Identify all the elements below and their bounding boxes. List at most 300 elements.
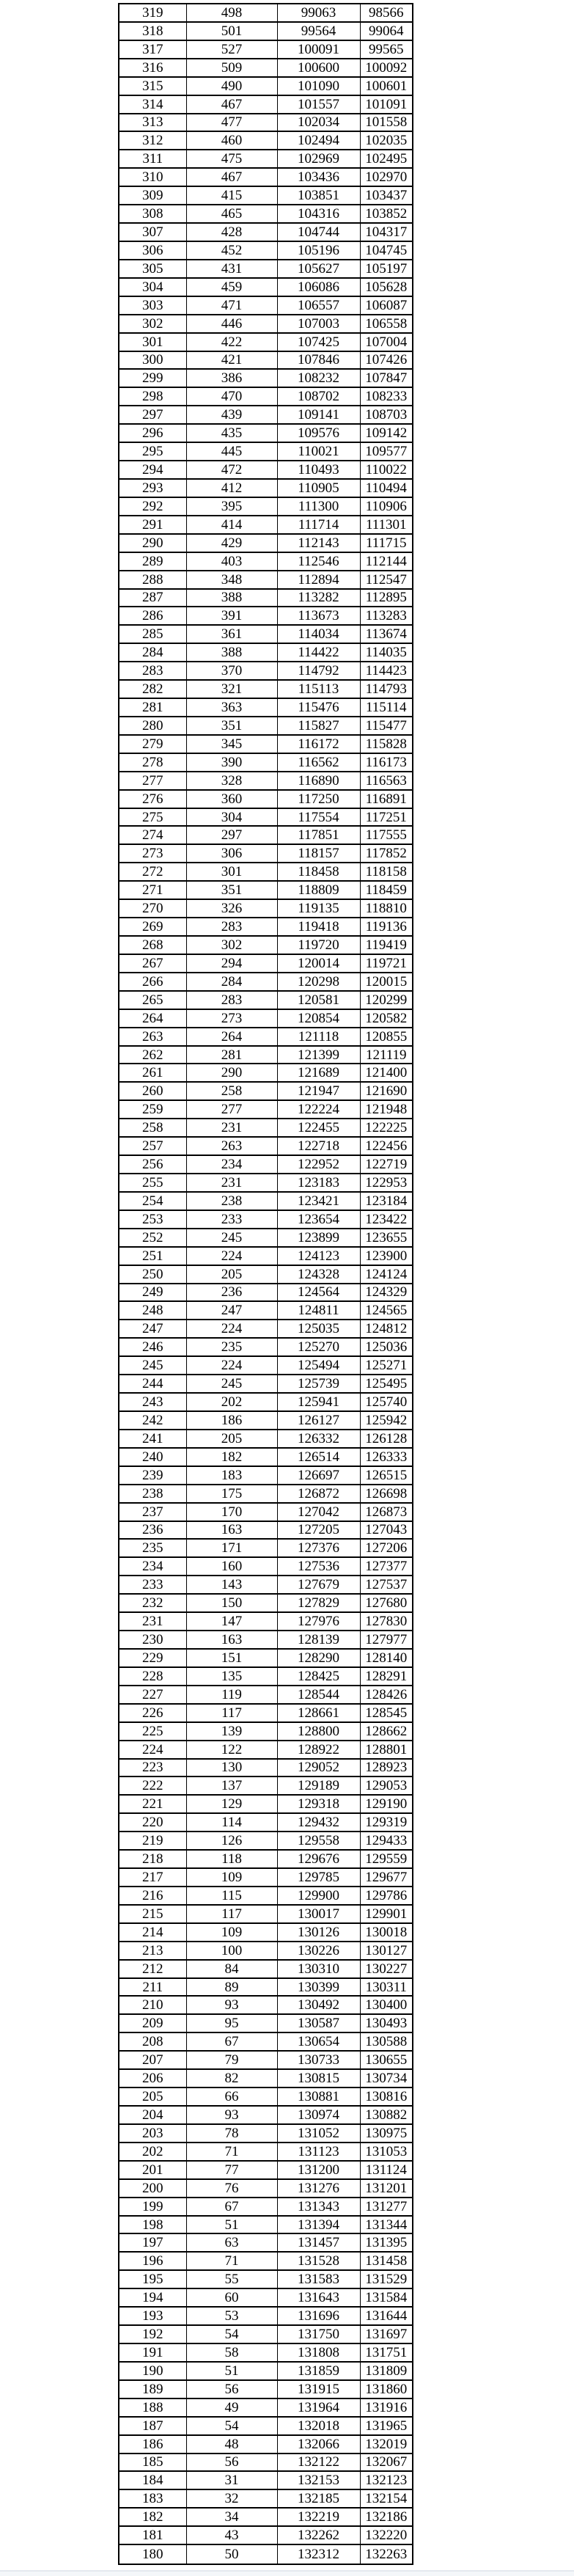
table-cell: 213 (119, 1942, 186, 1960)
table-cell: 244 (119, 1375, 186, 1393)
table-cell: 284 (119, 643, 186, 662)
table-cell: 292 (119, 497, 186, 516)
table-row (119, 1722, 413, 1741)
table-cell: 245 (119, 1356, 186, 1375)
table-cell: 360 (186, 790, 277, 808)
table-cell: 58 (186, 2343, 277, 2362)
table-cell: 107426 (360, 351, 413, 370)
table-row (119, 1064, 413, 1082)
table-cell: 107004 (360, 333, 413, 351)
table-row (119, 1759, 413, 1777)
table-cell: 131200 (277, 2161, 360, 2179)
table-row (119, 2454, 413, 2472)
table-cell: 186 (119, 2435, 186, 2454)
score-table (118, 3, 413, 2565)
table-cell: 192 (119, 2325, 186, 2343)
table-row (119, 2362, 413, 2380)
table-cell: 467 (186, 168, 277, 186)
table-cell: 180 (119, 2544, 186, 2564)
table-row (119, 973, 413, 991)
table-cell: 121119 (360, 1046, 413, 1064)
table-cell: 221 (119, 1795, 186, 1813)
table-cell: 124124 (360, 1265, 413, 1284)
table-row (119, 1174, 413, 1192)
table-cell: 315 (119, 77, 186, 95)
table-cell: 123655 (360, 1229, 413, 1247)
table-cell: 100600 (277, 59, 360, 77)
table-cell: 120581 (277, 991, 360, 1009)
table-cell: 118158 (360, 863, 413, 881)
table-cell: 132262 (277, 2526, 360, 2544)
table-cell: 311 (119, 150, 186, 168)
table-cell: 245 (186, 1375, 277, 1393)
table-cell: 321 (186, 680, 277, 698)
table-row (119, 2343, 413, 2362)
table-cell: 122455 (277, 1119, 360, 1137)
table-cell: 129786 (360, 1887, 413, 1905)
table-cell: 125739 (277, 1375, 360, 1393)
table-cell: 31 (186, 2471, 277, 2489)
table-cell: 115 (186, 1887, 277, 1905)
table-cell: 274 (119, 826, 186, 844)
table-cell: 48 (186, 2435, 277, 2454)
table-cell: 284 (186, 973, 277, 991)
table-cell: 241 (119, 1430, 186, 1448)
table-cell: 127043 (360, 1521, 413, 1540)
table-cell: 53 (186, 2307, 277, 2325)
table-row (119, 826, 413, 844)
table-cell: 126697 (277, 1466, 360, 1485)
table-cell: 270 (119, 899, 186, 918)
table-cell: 100601 (360, 77, 413, 95)
table-cell: 224 (186, 1247, 277, 1265)
table-cell: 115114 (360, 698, 413, 717)
table-cell: 110494 (360, 479, 413, 497)
table-cell: 129052 (277, 1759, 360, 1777)
table-cell: 43 (186, 2526, 277, 2544)
table-row (119, 1594, 413, 1612)
table-row (119, 461, 413, 479)
table-cell: 403 (186, 552, 277, 571)
table-cell: 137 (186, 1777, 277, 1795)
table-cell: 114 (186, 1813, 277, 1832)
table-cell: 103436 (277, 168, 360, 186)
table-cell: 132153 (277, 2471, 360, 2489)
table-cell: 121690 (360, 1082, 413, 1100)
table-cell: 363 (186, 698, 277, 717)
table-row (119, 881, 413, 899)
table-row (119, 2252, 413, 2270)
table-cell: 131053 (360, 2143, 413, 2161)
table-cell: 309 (119, 186, 186, 205)
table-row (119, 1155, 413, 1174)
table-row (119, 1247, 413, 1265)
table-cell: 361 (186, 625, 277, 643)
table-row (119, 333, 413, 351)
table-cell: 210 (119, 1996, 186, 2014)
table-row (119, 2435, 413, 2454)
table-row (119, 516, 413, 534)
table-cell: 128139 (277, 1631, 360, 1649)
table-cell: 150 (186, 1594, 277, 1612)
table-cell: 182 (186, 1448, 277, 1466)
table-cell: 99564 (277, 22, 360, 40)
table-row (119, 2179, 413, 2198)
table-cell: 183 (119, 2489, 186, 2508)
table-cell: 268 (119, 936, 186, 954)
table-cell: 351 (186, 717, 277, 735)
table-cell: 460 (186, 131, 277, 150)
table-cell: 289 (119, 552, 186, 571)
table-cell: 250 (119, 1265, 186, 1284)
table-cell: 465 (186, 205, 277, 223)
table-cell: 107846 (277, 351, 360, 370)
table-cell: 117554 (277, 808, 360, 827)
table-row (119, 2216, 413, 2234)
table-cell: 119 (186, 1686, 277, 1704)
table-cell: 131751 (360, 2343, 413, 2362)
table-cell: 391 (186, 607, 277, 625)
table-cell: 126698 (360, 1485, 413, 1503)
table-cell: 128801 (360, 1741, 413, 1759)
table-cell: 132220 (360, 2526, 413, 2544)
table-cell: 95 (186, 2014, 277, 2032)
table-cell: 286 (119, 607, 186, 625)
table-row (119, 1485, 413, 1503)
table-row (119, 1996, 413, 2014)
table-cell: 128661 (277, 1704, 360, 1722)
table-row (119, 296, 413, 315)
table-cell: 422 (186, 333, 277, 351)
table-cell: 129559 (360, 1850, 413, 1868)
table-cell: 445 (186, 442, 277, 461)
table-cell: 116563 (360, 772, 413, 790)
table-cell: 125035 (277, 1320, 360, 1338)
table-cell: 132123 (360, 2471, 413, 2489)
table-cell: 102035 (360, 131, 413, 150)
table-cell: 108702 (277, 387, 360, 406)
table-row (119, 2161, 413, 2179)
table-cell: 128544 (277, 1686, 360, 1704)
table-cell: 301 (186, 863, 277, 881)
table-cell: 118459 (360, 881, 413, 899)
table-row (119, 1411, 413, 1430)
table-cell: 351 (186, 881, 277, 899)
table-cell: 131916 (360, 2398, 413, 2417)
table-row (119, 1704, 413, 1722)
table-cell: 104745 (360, 241, 413, 260)
table-cell: 103852 (360, 205, 413, 223)
table-row (119, 717, 413, 735)
table-row (119, 1832, 413, 1850)
table-cell: 101090 (277, 77, 360, 95)
table-cell: 113282 (277, 589, 360, 607)
table-cell: 130227 (360, 1960, 413, 1978)
table-cell: 101558 (360, 114, 413, 132)
table-cell: 264 (119, 1009, 186, 1028)
table-row (119, 863, 413, 881)
table-cell: 231 (119, 1612, 186, 1631)
table-cell: 128291 (360, 1667, 413, 1686)
table-row (119, 1338, 413, 1356)
table-cell: 235 (186, 1338, 277, 1356)
table-cell: 55 (186, 2270, 277, 2288)
table-cell: 122719 (360, 1155, 413, 1174)
table-cell: 126515 (360, 1466, 413, 1485)
table-row (119, 643, 413, 662)
table-row (119, 2288, 413, 2307)
table-cell: 98566 (360, 4, 413, 22)
table-cell: 239 (119, 1466, 186, 1485)
table-row (119, 2471, 413, 2489)
table-cell: 269 (119, 918, 186, 936)
table-cell: 205 (186, 1430, 277, 1448)
table-cell: 186 (186, 1411, 277, 1430)
table-cell: 131965 (360, 2417, 413, 2435)
table-row (119, 571, 413, 589)
table-cell: 125495 (360, 1375, 413, 1393)
table-cell: 131584 (360, 2288, 413, 2307)
table-cell: 131696 (277, 2307, 360, 2325)
table-cell: 130018 (360, 1923, 413, 1942)
table-cell: 130493 (360, 2014, 413, 2032)
table-cell: 132019 (360, 2435, 413, 2454)
table-cell: 195 (119, 2270, 186, 2288)
table-cell: 120014 (277, 954, 360, 973)
table-row (119, 241, 413, 260)
table-row (119, 497, 413, 516)
table-cell: 93 (186, 1996, 277, 2014)
table-cell: 127205 (277, 1521, 360, 1540)
table-cell: 206 (119, 2069, 186, 2087)
table-cell: 388 (186, 589, 277, 607)
table-cell: 257 (119, 1137, 186, 1155)
table-cell: 124329 (360, 1284, 413, 1302)
table-cell: 131458 (360, 2252, 413, 2270)
table-cell: 131201 (360, 2179, 413, 2198)
table-cell: 114423 (360, 662, 413, 680)
table-cell: 131915 (277, 2380, 360, 2398)
table-cell: 132067 (360, 2454, 413, 2472)
table-cell: 127829 (277, 1594, 360, 1612)
table-row (119, 315, 413, 333)
table-cell: 181 (119, 2526, 186, 2544)
table-cell: 217 (119, 1868, 186, 1887)
table-cell: 247 (186, 1301, 277, 1320)
table-cell: 130492 (277, 1996, 360, 2014)
table-cell: 115476 (277, 698, 360, 717)
table-cell: 109 (186, 1923, 277, 1942)
table-cell: 122225 (360, 1119, 413, 1137)
table-cell: 123900 (360, 1247, 413, 1265)
table-row (119, 1686, 413, 1704)
table-row (119, 607, 413, 625)
table-row (119, 150, 413, 168)
table-cell: 119418 (277, 918, 360, 936)
table-cell: 370 (186, 662, 277, 680)
table-cell: 230 (119, 1631, 186, 1649)
table-cell: 304 (186, 808, 277, 827)
table-row (119, 2014, 413, 2032)
table-cell: 129900 (277, 1887, 360, 1905)
table-row (119, 4, 413, 22)
table-cell: 475 (186, 150, 277, 168)
table-cell: 260 (119, 1082, 186, 1100)
table-cell: 203 (119, 2124, 186, 2143)
table-cell: 245 (186, 1229, 277, 1247)
table-cell: 123899 (277, 1229, 360, 1247)
table-cell: 102034 (277, 114, 360, 132)
table-row (119, 2526, 413, 2544)
table-row (119, 899, 413, 918)
table-cell: 122718 (277, 1137, 360, 1155)
table-cell: 104744 (277, 223, 360, 241)
table-cell: 151 (186, 1649, 277, 1667)
table-cell: 60 (186, 2288, 277, 2307)
table-cell: 139 (186, 1722, 277, 1741)
table-cell: 277 (186, 1100, 277, 1119)
page-bottom-edge (0, 2570, 574, 2576)
table-row (119, 2417, 413, 2435)
table-cell: 234 (119, 1557, 186, 1576)
table-row (119, 1576, 413, 1594)
table-row (119, 1284, 413, 1302)
table-cell: 132122 (277, 2454, 360, 2472)
table-cell: 278 (119, 753, 186, 772)
table-cell: 238 (186, 1192, 277, 1210)
table-cell: 233 (186, 1210, 277, 1229)
table-cell: 50 (186, 2544, 277, 2564)
table-cell: 130655 (360, 2051, 413, 2069)
table-row (119, 1960, 413, 1978)
table-cell: 294 (119, 461, 186, 479)
table-cell: 183 (186, 1466, 277, 1485)
table-row (119, 131, 413, 150)
table-cell: 122953 (360, 1174, 413, 1192)
table-cell: 306 (119, 241, 186, 260)
table-row (119, 1082, 413, 1100)
table-row (119, 1229, 413, 1247)
table-cell: 218 (119, 1850, 186, 1868)
table-cell: 282 (119, 680, 186, 698)
table-cell: 263 (119, 1028, 186, 1046)
table-cell: 114034 (277, 625, 360, 643)
table-cell: 127536 (277, 1557, 360, 1576)
table-cell: 127537 (360, 1576, 413, 1594)
table-cell: 306 (186, 844, 277, 863)
table-cell: 34 (186, 2508, 277, 2526)
table-row (119, 698, 413, 717)
table-cell: 228 (119, 1667, 186, 1686)
table-row (119, 1905, 413, 1923)
table-cell: 209 (119, 2014, 186, 2032)
table-cell: 301 (119, 333, 186, 351)
table-row (119, 844, 413, 863)
table-cell: 249 (119, 1284, 186, 1302)
table-cell: 99064 (360, 22, 413, 40)
table-cell: 67 (186, 2198, 277, 2216)
table-cell: 127977 (360, 1631, 413, 1649)
table-cell: 106087 (360, 296, 413, 315)
table-cell: 129433 (360, 1832, 413, 1850)
table-cell: 129432 (277, 1813, 360, 1832)
table-cell: 132185 (277, 2489, 360, 2508)
table-cell: 131697 (360, 2325, 413, 2343)
table-row (119, 1923, 413, 1942)
table-cell: 471 (186, 296, 277, 315)
table-cell: 104317 (360, 223, 413, 241)
table-cell: 125942 (360, 1411, 413, 1430)
table-cell: 130587 (277, 2014, 360, 2032)
table-cell: 113674 (360, 625, 413, 643)
table-cell: 119419 (360, 936, 413, 954)
table-cell: 279 (119, 735, 186, 753)
table-cell: 131395 (360, 2233, 413, 2252)
table-cell: 216 (119, 1887, 186, 1905)
table-cell: 296 (119, 424, 186, 442)
table-cell: 251 (119, 1247, 186, 1265)
table-cell: 125941 (277, 1393, 360, 1411)
table-cell: 66 (186, 2087, 277, 2106)
table-cell: 111301 (360, 516, 413, 534)
table-row (119, 662, 413, 680)
table-row (119, 1375, 413, 1393)
table-row (119, 1557, 413, 1576)
table-cell: 118810 (360, 899, 413, 918)
table-cell: 276 (119, 790, 186, 808)
table-row (119, 552, 413, 571)
table-cell: 498 (186, 4, 277, 22)
table-cell: 126514 (277, 1448, 360, 1466)
table-cell: 386 (186, 369, 277, 387)
table-cell: 238 (119, 1485, 186, 1503)
table-cell: 84 (186, 1960, 277, 1978)
table-row (119, 1631, 413, 1649)
table-cell: 130654 (277, 2032, 360, 2051)
table-cell: 219 (119, 1832, 186, 1850)
table-cell: 99565 (360, 40, 413, 59)
table-row (119, 278, 413, 296)
table-row (119, 168, 413, 186)
score-table-body (119, 4, 413, 2564)
table-cell: 110022 (360, 461, 413, 479)
table-cell: 291 (119, 516, 186, 534)
table-cell: 211 (119, 1978, 186, 1997)
table-cell: 105628 (360, 278, 413, 296)
table-cell: 132219 (277, 2508, 360, 2526)
table-cell: 117 (186, 1905, 277, 1923)
table-row (119, 1813, 413, 1832)
table-cell: 128662 (360, 1722, 413, 1741)
table-row (119, 2198, 413, 2216)
table-cell: 117 (186, 1704, 277, 1722)
table-cell: 128290 (277, 1649, 360, 1667)
table-row (119, 1430, 413, 1448)
table-cell: 112895 (360, 589, 413, 607)
table-cell: 459 (186, 278, 277, 296)
table-cell: 130310 (277, 1960, 360, 1978)
table-cell: 248 (119, 1301, 186, 1320)
table-cell: 111300 (277, 497, 360, 516)
table-cell: 112546 (277, 552, 360, 571)
table-cell: 123422 (360, 1210, 413, 1229)
table-cell: 120854 (277, 1009, 360, 1028)
table-cell: 428 (186, 223, 277, 241)
table-cell: 116562 (277, 753, 360, 772)
table-cell: 312 (119, 131, 186, 150)
table-cell: 314 (119, 95, 186, 114)
table-cell: 111714 (277, 516, 360, 534)
